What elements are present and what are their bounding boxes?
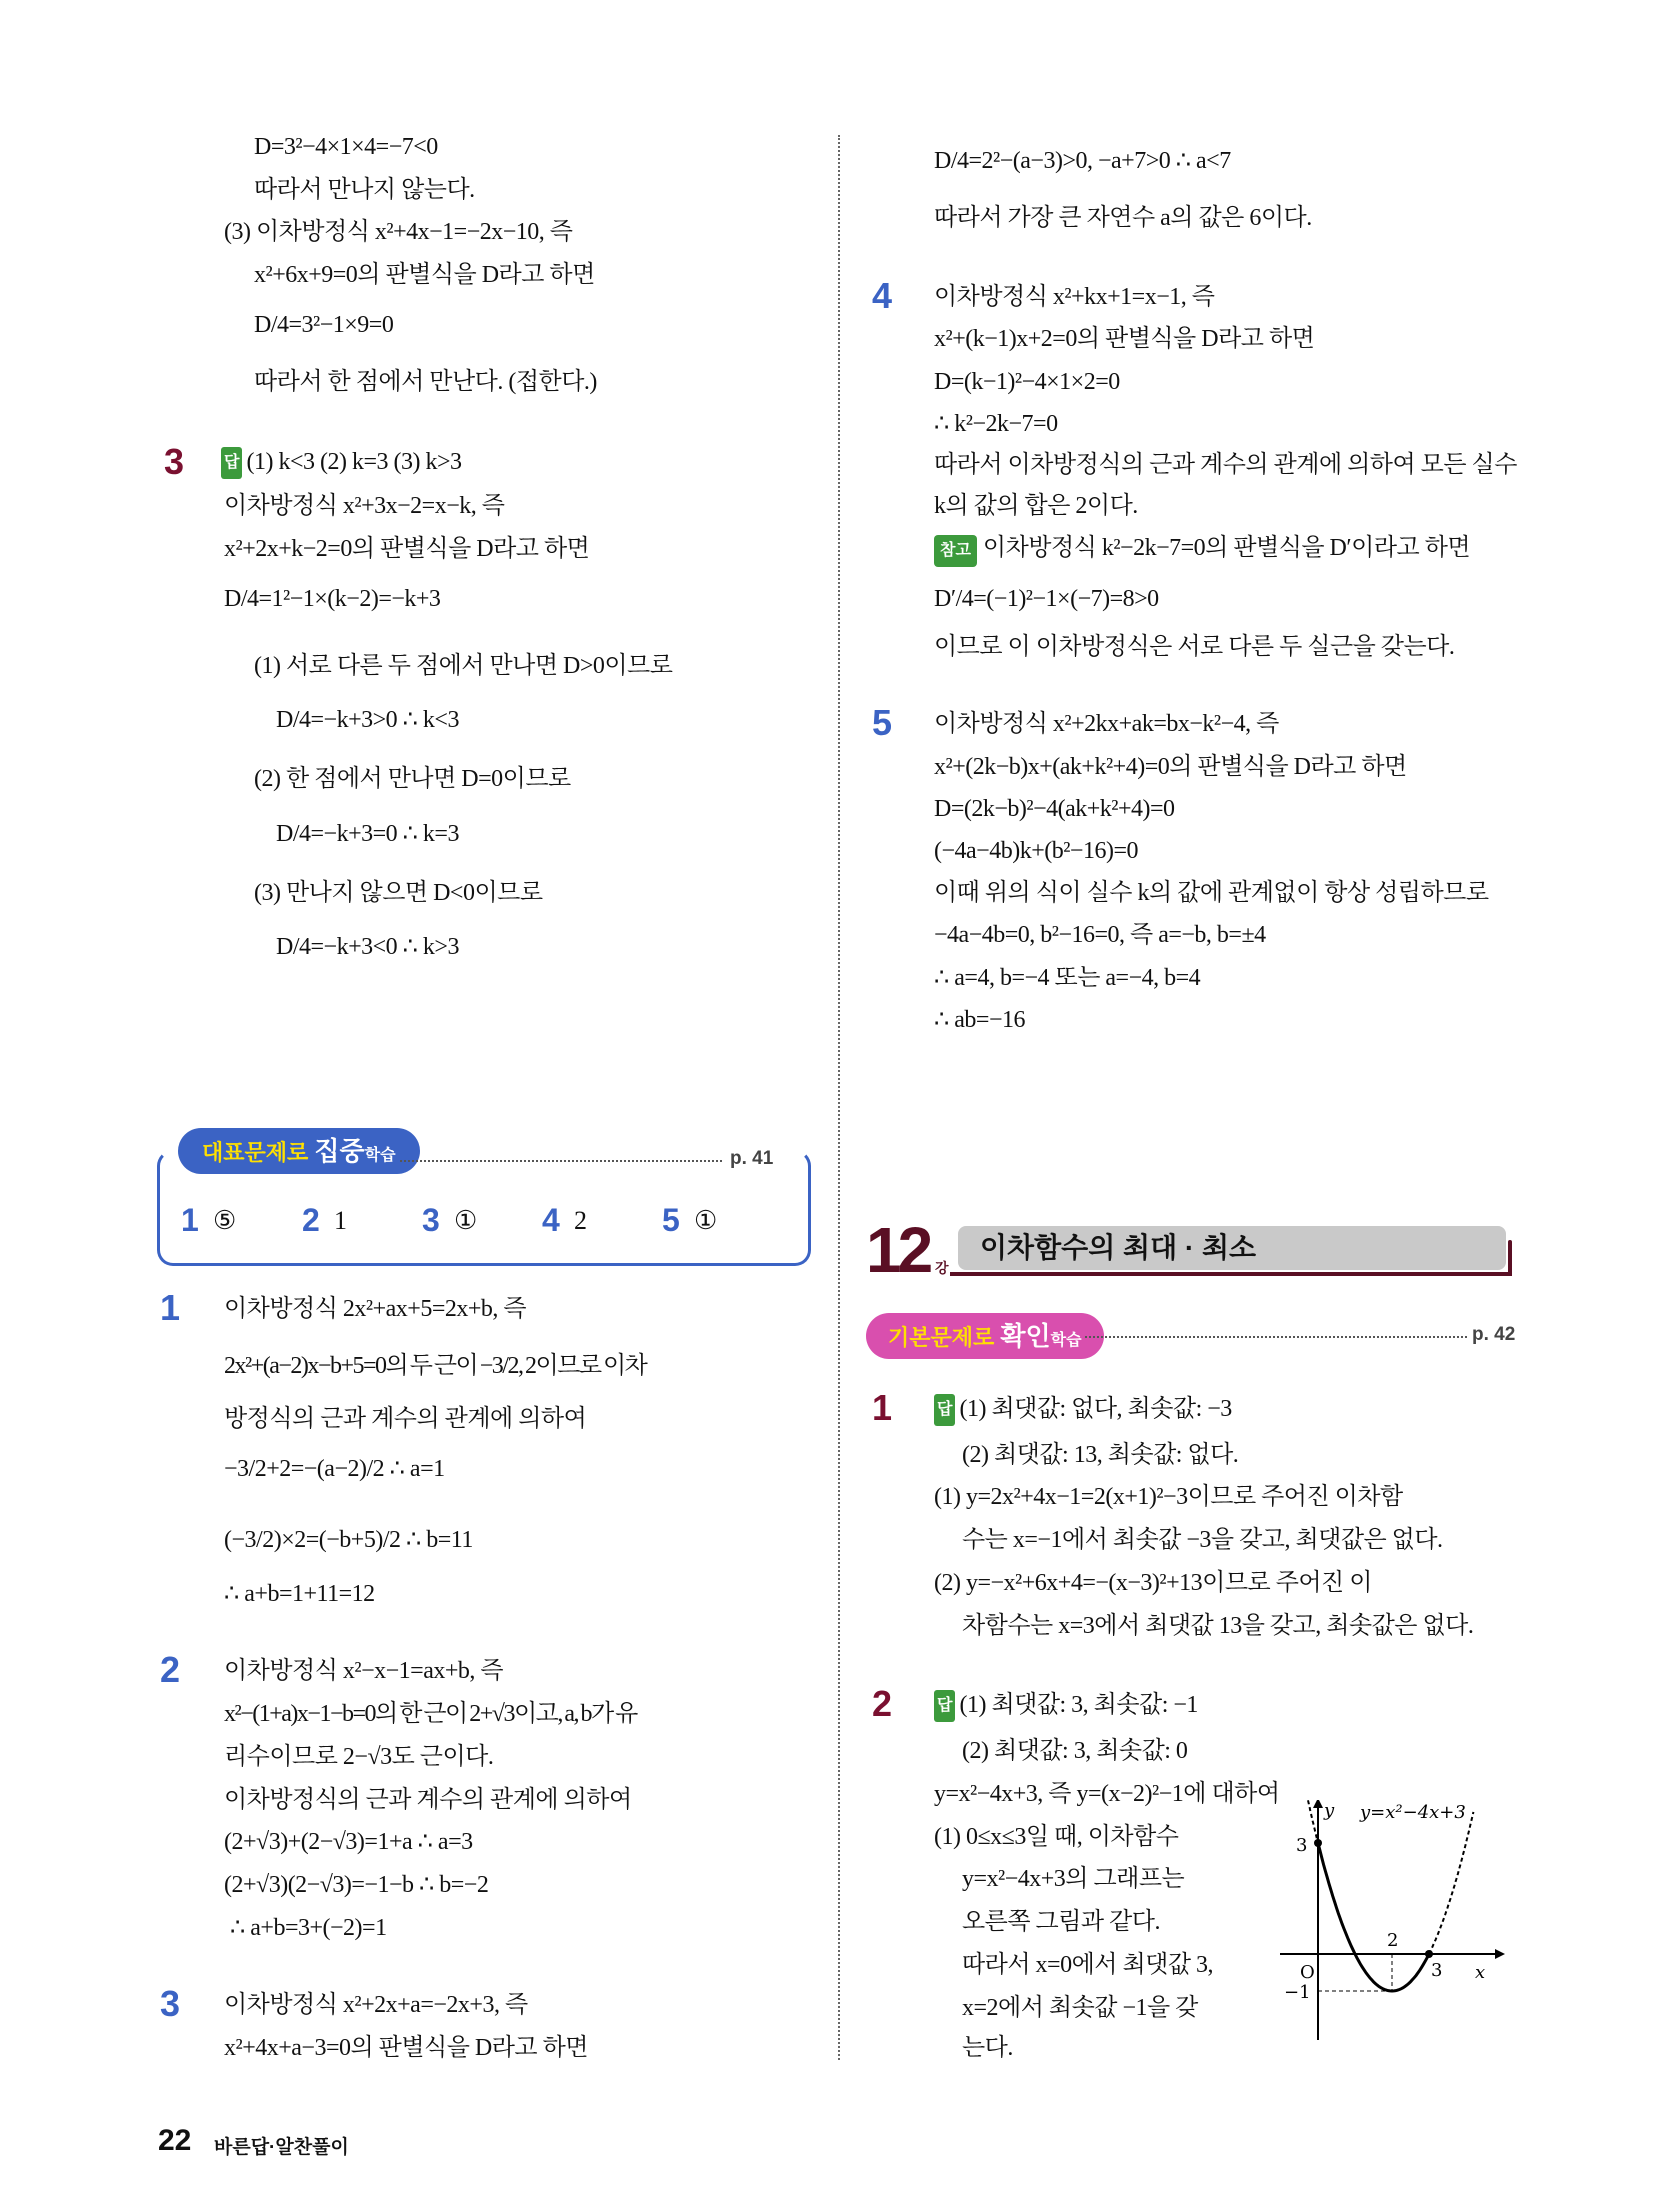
solution-line: x²+(k−1)x+2=0의 판별식을 D라고 하면: [934, 326, 1315, 352]
solution-line: ∴ a+b=3+(−2)=1: [230, 1915, 387, 1941]
lesson-number: 12: [866, 1214, 930, 1286]
solution-line: 이차방정식 x²+2kx+ak=bx−k²−4, 즉: [934, 711, 1279, 737]
review-answer-number: 3: [422, 1202, 440, 1238]
problem-number: 1: [160, 1287, 181, 1328]
tick-x-root: 3: [1431, 1960, 1443, 1981]
solution-line: D/4=1²−1×(k−2)=−k+3: [224, 586, 441, 612]
answer-text: 이차방정식 k²−2k−7=0의 판별식을 D′이라고 하면: [982, 535, 1471, 561]
solution-line: 이차방정식 x²+2x+a=−2x+3, 즉: [224, 1992, 528, 2018]
solution-line: x=2에서 최솟값 −1을 갖: [962, 1995, 1198, 2021]
solution-line: ∴ ab=−16: [934, 1007, 1025, 1033]
solution-line: y=x²−4x+3의 그래프는: [962, 1866, 1185, 1892]
page-number: 22: [158, 2124, 192, 2157]
solution-line: y=x²−4x+3, 즉 y=(x−2)²−1에 대하여: [934, 1781, 1280, 1807]
solution-line: D/4=2²−(a−3)>0, −a+7>0 ∴ a<7: [934, 148, 1231, 174]
page-reference: p. 41: [730, 1148, 774, 1169]
problem-number: 5: [872, 702, 893, 743]
point-y-intercept: [1314, 1839, 1322, 1847]
review-answer-value: ①: [694, 1206, 718, 1235]
review-title-big: 집중: [314, 1136, 365, 1166]
page-reference: p. 42: [1472, 1324, 1516, 1345]
solution-line: (2) 최댓값: 3, 최솟값: 0: [962, 1738, 1188, 1764]
problem-number: 4: [872, 275, 893, 316]
answer-line: [221, 446, 462, 479]
solution-line: −4a−4b=0, b²−16=0, 즉 a=−b, b=±4: [934, 922, 1266, 948]
solution-line: 이때 위의 식이 실수 k의 값에 관계없이 항상 성립하므로: [934, 880, 1489, 906]
solution-line: x²+2x+k−2=0의 판별식을 D라고 하면: [224, 536, 590, 562]
problem-number: 2: [872, 1683, 893, 1724]
point-root: [1425, 1950, 1433, 1958]
review-answer-value: ⑤: [213, 1206, 237, 1235]
solution-line: (1) 0≤x≤3일 때, 이차함수: [934, 1824, 1179, 1850]
solution-line: (2) 한 점에서 만나면 D=0이므로: [254, 766, 571, 792]
x-axis-label: x: [1475, 1962, 1486, 1983]
solution-line: D′/4=(−1)²−1×(−7)=8>0: [934, 586, 1159, 612]
solution-line: 따라서 한 점에서 만난다. (접한다.): [254, 369, 597, 395]
dotted-leader: [400, 1160, 722, 1162]
x-axis-arrow: [1495, 1949, 1505, 1959]
solution-line: 이차방정식 2x²+ax+5=2x+b, 즉: [224, 1296, 527, 1322]
answer-tag: 답: [221, 447, 242, 479]
lesson-underline: [950, 1272, 1512, 1276]
review-answer-number: 2: [302, 1202, 320, 1238]
solution-line: (2) 최댓값: 13, 최솟값: 없다.: [962, 1442, 1239, 1468]
answer-tag: 답: [934, 1394, 955, 1426]
solution-line: D/4=−k+3=0 ∴ k=3: [276, 821, 459, 847]
review-box-title: [178, 1128, 420, 1174]
answer-tag: 참고: [934, 535, 977, 567]
review-answer-number: 5: [662, 1202, 680, 1238]
solution-line: (2+√3)+(2−√3)=1+a ∴ a=3: [224, 1829, 473, 1855]
solution-line: 이차방정식 x²+kx+1=x−1, 즉: [934, 284, 1215, 310]
solution-line: ∴ a+b=1+11=12: [224, 1581, 375, 1607]
solution-line: (3) 만나지 않으면 D<0이므로: [254, 880, 543, 906]
y-axis-arrow: [1313, 1800, 1323, 1808]
note-line: [934, 532, 1470, 567]
answer-tag: 답: [934, 1690, 955, 1722]
solution-line: 수는 x=−1에서 최솟값 −3을 갖고, 최댓값은 없다.: [962, 1527, 1443, 1553]
review-answer-value: 2: [574, 1206, 587, 1235]
solution-line: 차함수는 x=3에서 최댓값 13을 갖고, 최솟값은 없다.: [962, 1613, 1474, 1639]
lesson-suffix: 강: [935, 1260, 949, 1276]
solution-line: 따라서 x=0에서 최댓값 3,: [962, 1952, 1214, 1978]
solution-line: ∴ a=4, b=−4 또는 a=−4, b=4: [934, 965, 1201, 991]
solution-line: x²−(1+a)x−1−b=0의 한 근이 2+√3이고, a, b가 유: [224, 1701, 637, 1727]
solution-line: 이차방정식 x²−x−1=ax+b, 즉: [224, 1658, 504, 1684]
solution-line: (1) y=2x²+4x−1=2(x+1)²−3이므로 주어진 이차함: [934, 1484, 1403, 1510]
review-title-text: 대표문제로: [202, 1140, 309, 1165]
solution-line: 따라서 만나지 않는다.: [254, 177, 475, 203]
solution-line: −3/2+2=−(a−2)/2 ∴ a=1: [224, 1456, 445, 1482]
answer-text: (1) k<3 (2) k=3 (3) k>3: [246, 449, 462, 475]
tick-y-intercept: 3: [1296, 1835, 1308, 1856]
basic-title-text: 기본문제로: [888, 1325, 995, 1350]
answer-text: (1) 최댓값: 없다, 최솟값: −3: [959, 1396, 1232, 1422]
solution-line: ∴ k²−2k−7=0: [934, 411, 1058, 437]
solution-line: x²+(2k−b)x+(ak+k²+4)=0의 판별식을 D라고 하면: [934, 754, 1407, 780]
solution-line: x²+4x+a−3=0의 판별식을 D라고 하면: [224, 2035, 588, 2061]
solution-line: (2) y=−x²+6x+4=−(x−3)²+13이므로 주어진 이: [934, 1570, 1372, 1596]
problem-number: 2: [160, 1649, 181, 1690]
solution-line: (2+√3)(2−√3)=−1−b ∴ b=−2: [224, 1872, 489, 1898]
basic-title-big: 확인: [1000, 1321, 1051, 1351]
solution-line: 이차방정식 x²+3x−2=x−k, 즉: [224, 493, 505, 519]
solution-line: D=(2k−b)²−4(ak+k²+4)=0: [934, 796, 1175, 822]
solution-line: 따라서 가장 큰 자연수 a의 값은 6이다.: [934, 205, 1312, 231]
solution-line: x²+6x+9=0의 판별식을 D라고 하면: [254, 262, 595, 288]
solution-line: (3) 이차방정식 x²+4x−1=−2x−10, 즉: [224, 219, 573, 245]
problem-number: 1: [872, 1387, 893, 1428]
solution-line: (1) 서로 다른 두 점에서 만나면 D>0이므로: [254, 653, 673, 679]
basic-box-title: [866, 1313, 1104, 1359]
solution-line: k의 값의 합은 2이다.: [934, 493, 1138, 519]
solution-line: D/4=3²−1×9=0: [254, 312, 394, 338]
function-label: y=x²−4x+3: [1360, 1802, 1466, 1823]
parabola-dashed: [1429, 1812, 1473, 1954]
review-answer-value: 1: [334, 1206, 347, 1235]
basic-title-small: 학습: [1050, 1332, 1082, 1349]
solution-line: 리수이므로 2−√3도 근이다.: [224, 1744, 494, 1770]
solution-line: 방정식의 근과 계수의 관계에 의하여: [224, 1406, 587, 1432]
solution-line: 오른쪽 그림과 같다.: [962, 1909, 1160, 1935]
origin-label: O: [1300, 1962, 1315, 1983]
lesson-hook: [1508, 1240, 1512, 1276]
review-title-small: 학습: [364, 1147, 396, 1164]
answer-line: [934, 1689, 1198, 1722]
review-answer-number: 4: [542, 1202, 560, 1238]
parabola-solid: [1318, 1843, 1429, 1991]
solution-line: 2x²+(a−2)x−b+5=0의 두 근이 −3/2, 2이므로 이차: [224, 1353, 647, 1379]
solution-line: 이차방정식의 근과 계수의 관계에 의하여: [224, 1787, 632, 1813]
column-divider: [838, 135, 840, 2060]
book-title: 바른답·알찬풀이: [214, 2137, 349, 2158]
solution-line: (−3/2)×2=(−b+5)/2 ∴ b=11: [224, 1527, 473, 1553]
review-answer-number: 1: [181, 1202, 199, 1238]
problem-number: 3: [164, 441, 185, 482]
y-axis-label: y: [1324, 1800, 1335, 1821]
solution-line: 는다.: [962, 2035, 1013, 2061]
answer-line: [934, 1393, 1232, 1426]
solution-line: D/4=−k+3<0 ∴ k>3: [276, 934, 459, 960]
solution-line: 이므로 이 이차방정식은 서로 다른 두 실근을 갖는다.: [934, 634, 1455, 660]
parabola-graph: [1270, 1800, 1540, 2060]
solution-line: D=3²−4×1×4=−7<0: [254, 134, 438, 160]
dotted-leader: [1085, 1336, 1467, 1338]
problem-number: 3: [160, 1983, 181, 2024]
solution-line: D/4=−k+3>0 ∴ k<3: [276, 707, 459, 733]
solution-line: D=(k−1)²−4×1×2=0: [934, 369, 1120, 395]
tick-x-vertex: 2: [1387, 1930, 1399, 1951]
lesson-title: 이차함수의 최대 · 최소: [958, 1226, 1506, 1270]
solution-line: 따라서 이차방정식의 근과 계수의 관계에 의하여 모든 실수: [934, 452, 1517, 478]
tick-y-min: −1: [1284, 1982, 1311, 2003]
review-answer-value: ①: [454, 1206, 478, 1235]
solution-line: (−4a−4b)k+(b²−16)=0: [934, 838, 1138, 864]
answer-text: (1) 최댓값: 3, 최솟값: −1: [959, 1692, 1198, 1718]
